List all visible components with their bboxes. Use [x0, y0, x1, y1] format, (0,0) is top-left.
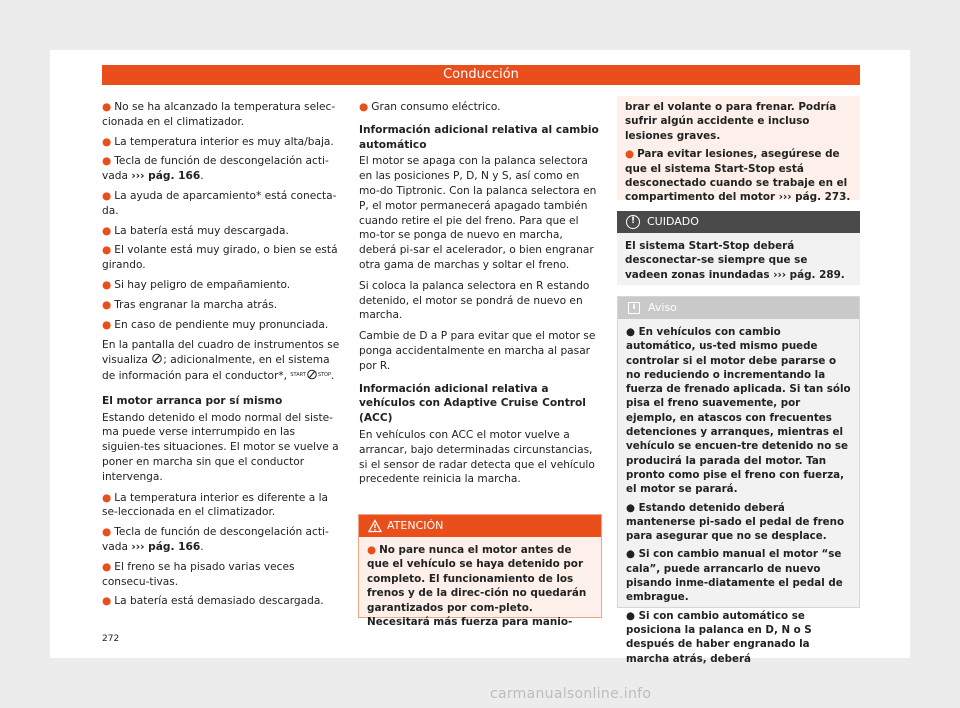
list-item: ● La ayuda de aparcamiento* está conecta-da. [102, 189, 337, 217]
section-title: Conducción [443, 67, 519, 82]
caution-header [617, 211, 860, 233]
paragraph: brar el volante o para frenar. Podría sufrir algún accidente e incluso lesiones graves. [625, 101, 837, 142]
page-reference-link[interactable]: ››› pág. 289. [773, 268, 845, 281]
warning-triangle-icon [368, 519, 382, 533]
list-item: ● Tecla de función de descongelación acti-vada ››› pág. 166. [102, 526, 329, 553]
list-item: ● La temperatura interior es diferente a la se-leccionada en el climatizador. [102, 491, 329, 519]
note-box [617, 296, 860, 665]
note-title: Aviso [648, 301, 677, 314]
list-item: ● El volante está muy girado, o bien se está girando. [102, 244, 338, 272]
start-stop-icon [151, 353, 163, 364]
page-reference-link[interactable]: ››› pág. 273. [778, 191, 851, 204]
list-item: ● En caso de pendiente muy pronunciada. [102, 318, 329, 331]
paragraph: Si coloca la palanca selectora en R estando detenido, el motor se pondrá de nuevo en marcha. [359, 279, 590, 322]
column-2 [359, 100, 601, 493]
list-item: ● No se ha alcanzado la temperatura selec-cionada en el climatizador. [102, 101, 336, 128]
paragraph: Cambie de D a P para evitar que el motor se ponga accidentalmente en marcha al pasar por R. [359, 330, 596, 372]
page-number: 272 [102, 634, 120, 644]
warning-box [358, 514, 602, 629]
section-header [102, 65, 860, 85]
paragraph: Estando detenido el modo normal del siste-ma puede verse interrumpido en las siguien-tes situaciones. El motor se vuelve a poner en marcha sin que el conductor intervenga. [102, 411, 339, 483]
note-body [618, 319, 859, 666]
list-item: ● La batería está muy descargada. [102, 224, 289, 237]
list-item: ● Si con cambio automático se posiciona la palanca en D, N o S después de haber engranado la marcha atrás, deberá [626, 609, 812, 665]
list-item: ● Si hay peligro de empañamiento. [102, 278, 291, 291]
column-1 [102, 100, 340, 614]
section-heading: Información adicional relativa al cambio automático [359, 123, 599, 151]
paragraph: En vehículos con ACC el motor vuelve a arrancar, bajo determinadas circunstancias, si el sensor de radar detecta que el vehículo precedente reinicia la marcha. [359, 428, 595, 486]
caution-title: CUIDADO [647, 215, 699, 228]
caution-body: El sistema Start-Stop deberá desconectar-se siempre que se vadeen zonas inundadas ››› pág. 289. [625, 240, 845, 281]
display-paragraph: En la pantalla del cuadro de instrumentos se visualiza ; adicionalmente, en el sistema de información para el conductor*, $^{START}$ $^{STOP}$. [102, 339, 340, 382]
start-stop-icon [306, 369, 318, 380]
page-reference-link[interactable]: ››› pág. 166 [131, 540, 201, 553]
section-heading: El motor arranca por sí mismo [102, 394, 283, 407]
caution-box [617, 211, 860, 285]
warning-continuation-box [617, 96, 860, 204]
warning-title: ATENCIÓN [387, 519, 444, 532]
info-icon: i [628, 302, 640, 314]
section-heading: Información adicional relativa a vehículos con Adaptive Cruise Control (ACC) [359, 382, 586, 425]
list-item: ● Tras engranar la marcha atrás. [102, 298, 278, 311]
watermark: carmanualsonline.info [490, 686, 652, 702]
list-item: ● El freno se ha pisado varias veces consecu-tivas. [102, 560, 295, 588]
warning-header [359, 515, 601, 537]
list-item: ● Tecla de función de descongelación acti-vada ››› pág. 166. [102, 155, 329, 183]
list-item: ● La batería está demasiado descargada. [102, 595, 324, 608]
list-item: ● Para evitar lesiones, asegúrese de que el sistema Start-Stop está desconectado cuando se trabaje en el compartimento del motor ››› pág. 273. [625, 148, 851, 204]
page-reference-link[interactable]: ››› pág. 166 [131, 170, 201, 183]
note-header [618, 297, 859, 319]
list-item: ● Estando detenido deberá mantenerse pi-sado el pedal de freno para asegurar que no se desplace. [626, 501, 845, 543]
paragraph: El motor se apaga con la palanca selectora en las posiciones P, D, N y S, así como en mo-do Tiptronic. Con la palanca selectora en P, el motor permanecerá apagado también cuando retire el pie del freno. Para que el mo-tor se ponga de nuevo en marcha, deberá pi-sar el acelerador, o bien engranar otra gama de marchas y soltar el freno. [359, 155, 597, 271]
warning-body: ● No pare nunca el motor antes de que el vehículo se haya detenido por completo. El funcionamiento de los frenos y de la direc-ción no quedarán garantizados por com-pleto. Necesitará más fuerza para manio- [367, 544, 587, 629]
list-item: ● La temperatura interior es muy alta/baja. [102, 135, 334, 148]
list-item: ● Gran consumo eléctrico. [359, 101, 501, 113]
list-item: ● Si con cambio manual el motor “se cala”, puede arrancarlo de nuevo pisando inme-diatamente el pedal de embrague. [626, 548, 843, 604]
list-item: ● En vehículos con cambio automático, us-ted mismo puede controlar si el motor debe pararse o no reduciendo o incrementando la fuerza de frenado aplicada. Si tan sólo pisa el freno suavemente, por ejemplo, en atascos con frecuentes detenciones y arranques, mientras el vehículo se encuen-tre detenido no se producirá la parada del motor. Tan pronto como pise el freno con fuerza, el motor se parará. [626, 326, 851, 496]
exclamation-circle-icon: ! [626, 215, 640, 229]
